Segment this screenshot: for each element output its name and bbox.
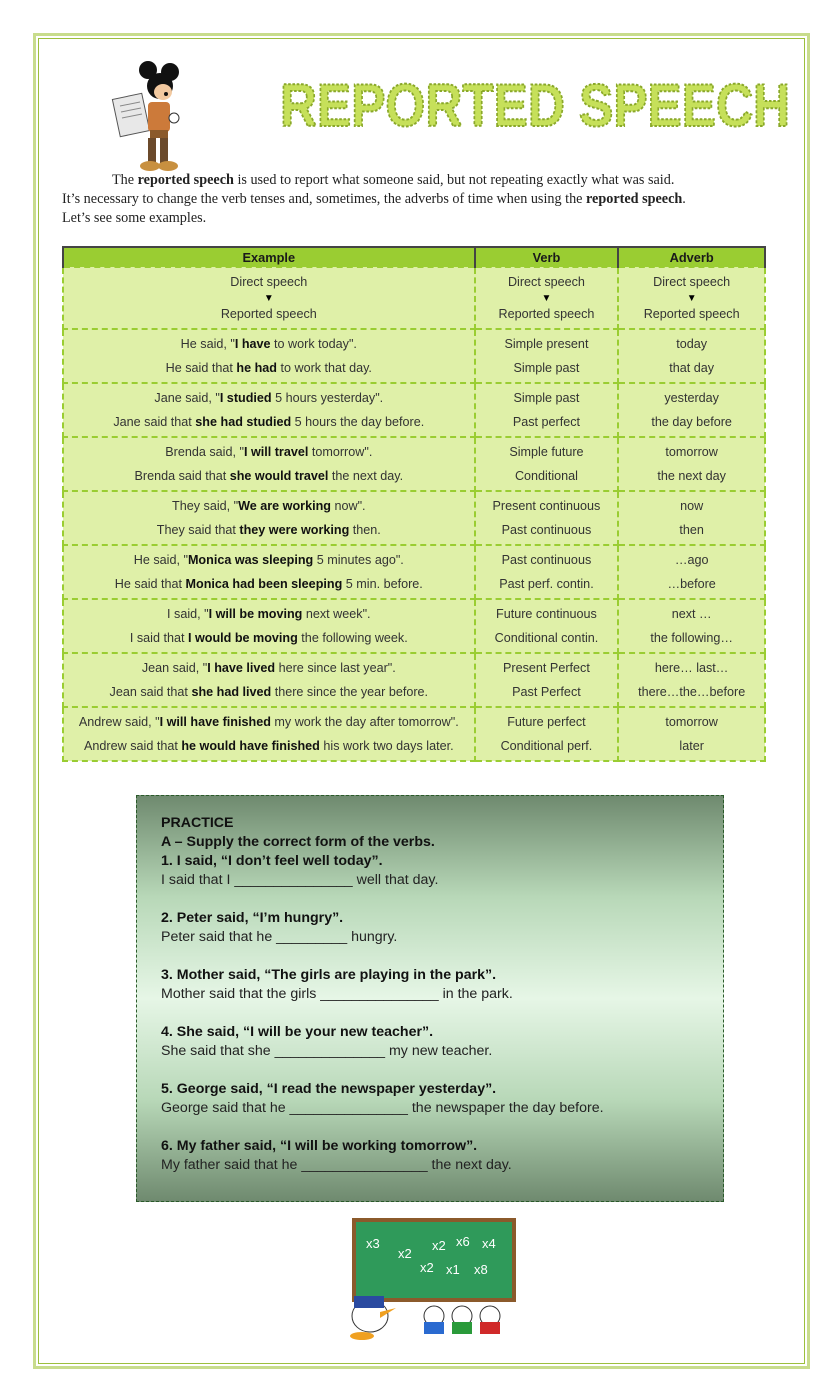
- verb-cell: Present Perfect Past Perfect: [475, 653, 619, 707]
- arrow-down-icon: ▼: [686, 293, 697, 304]
- table-row: [63, 599, 765, 653]
- verb-cell: Simple past Past perfect: [475, 383, 619, 437]
- table-row: [63, 437, 765, 491]
- example-cell: He said, "I have to work today". He said that he had to work that day.: [63, 329, 475, 383]
- table-row: [63, 545, 765, 599]
- svg-text:x2: x2: [398, 1246, 412, 1261]
- svg-text:x4: x4: [482, 1236, 496, 1251]
- practice-statement: 1. I said, “I don’t feel well today”.: [161, 853, 383, 869]
- mickey-mouse-illustration: [108, 62, 188, 174]
- example-cell: Andrew said, "I will have finished my work the day after tomorrow". Andrew said that he would have finished his work two days later.: [63, 707, 475, 761]
- adverb-cell: today that day: [618, 329, 765, 383]
- example-cell: I said, "I will be moving next week". I said that I would be moving the following week.: [63, 599, 475, 653]
- practice-answer-line: Mother said that the girls _______________ in the park.: [161, 986, 513, 1002]
- example-cell: Jean said, "I have lived here since last year". Jean said that she had lived there since the year before.: [63, 653, 475, 707]
- reported-speech-table: [62, 246, 766, 762]
- verb-cell: Simple future Conditional: [475, 437, 619, 491]
- table-row: [63, 491, 765, 545]
- example-cell: He said, "Monica was sleeping 5 minutes ago". He said that Monica had been sleeping 5 min. before.: [63, 545, 475, 599]
- svg-text:x2: x2: [432, 1238, 446, 1253]
- column-header-example: Example: [63, 247, 475, 267]
- svg-text:x8: x8: [474, 1262, 488, 1277]
- verb-cell: Future perfect Conditional perf.: [475, 707, 619, 761]
- example-cell: They said, "We are working now". They said that they were working then.: [63, 491, 475, 545]
- verb-cell: Future continuous Conditional contin.: [475, 599, 619, 653]
- practice-heading: PRACTICE: [161, 815, 234, 831]
- practice-statement: 5. George said, “I read the newspaper yesterday”.: [161, 1081, 497, 1097]
- practice-item: [161, 966, 711, 1004]
- table-row: [63, 707, 765, 761]
- practice-item: [161, 1023, 711, 1061]
- intro-paragraph: The reported speech is used to report what someone said, but not repeating exactly what was said. It’s necessary to change the verb tenses and, sometimes, the adverbs of time when using the reported speech. Let’s see some examples.: [62, 172, 686, 226]
- practice-statement: 4. She said, “I will be your new teacher”.: [161, 1024, 434, 1040]
- practice-item: [161, 852, 711, 890]
- practice-answer-line: My father said that he ________________ the next day.: [161, 1157, 512, 1173]
- practice-answer-line: She said that she ______________ my new teacher.: [161, 1043, 493, 1059]
- table-row: [63, 383, 765, 437]
- column-header-verb: Verb: [475, 247, 619, 267]
- practice-answer-line: George said that he _______________ the newspaper the day before.: [161, 1100, 604, 1116]
- adverb-cell: here… last… there…the…before: [618, 653, 765, 707]
- verb-cell: Simple present Simple past: [475, 329, 619, 383]
- svg-text:x1: x1: [446, 1262, 460, 1277]
- page-title: [276, 60, 796, 140]
- svg-text:x6: x6: [456, 1234, 470, 1249]
- practice-item: [161, 909, 711, 947]
- verb-cell: Present continuous Past continuous: [475, 491, 619, 545]
- table-row: [63, 329, 765, 383]
- practice-item: [161, 1137, 711, 1175]
- column-header-adverb: Adverb: [618, 247, 765, 267]
- donald-duck-blackboard-illustration: [340, 1216, 520, 1340]
- practice-instruction: A – Supply the correct form of the verbs.: [161, 834, 435, 850]
- arrow-down-icon: ▼: [263, 293, 274, 304]
- practice-statement: 2. Peter said, “I’m hungry”.: [161, 910, 344, 926]
- adverb-cell: next … the following…: [618, 599, 765, 653]
- practice-statement: 6. My father said, “I will be working tomorrow”.: [161, 1138, 478, 1154]
- svg-text:REPORTED SPEECH: REPORTED SPEECH: [280, 72, 790, 139]
- adverb-cell: tomorrow later: [618, 707, 765, 761]
- adverb-cell: tomorrow the next day: [618, 437, 765, 491]
- practice-statement: 3. Mother said, “The girls are playing in the park”.: [161, 967, 497, 983]
- verb-cell: Past continuous Past perf. contin.: [475, 545, 619, 599]
- table-row: Direct speech ▼ Reported speech Direct speech ▼ Reported speech Direct speech ▼ Reported speech: [63, 267, 765, 329]
- svg-text:x3: x3: [366, 1236, 380, 1251]
- practice-box: [136, 795, 724, 1202]
- adverb-cell: now then: [618, 491, 765, 545]
- adverb-cell: yesterday the day before: [618, 383, 765, 437]
- example-cell: Jane said, "I studied 5 hours yesterday". Jane said that she had studied 5 hours the day before.: [63, 383, 475, 437]
- table-row: [63, 653, 765, 707]
- practice-answer-line: Peter said that he _________ hungry.: [161, 929, 398, 945]
- adverb-cell: …ago …before: [618, 545, 765, 599]
- example-cell: Brenda said, "I will travel tomorrow". Brenda said that she would travel the next day.: [63, 437, 475, 491]
- svg-text:x2: x2: [420, 1260, 434, 1275]
- practice-answer-line: I said that I _______________ well that day.: [161, 872, 439, 888]
- practice-item: [161, 1080, 711, 1118]
- arrow-down-icon: ▼: [541, 293, 552, 304]
